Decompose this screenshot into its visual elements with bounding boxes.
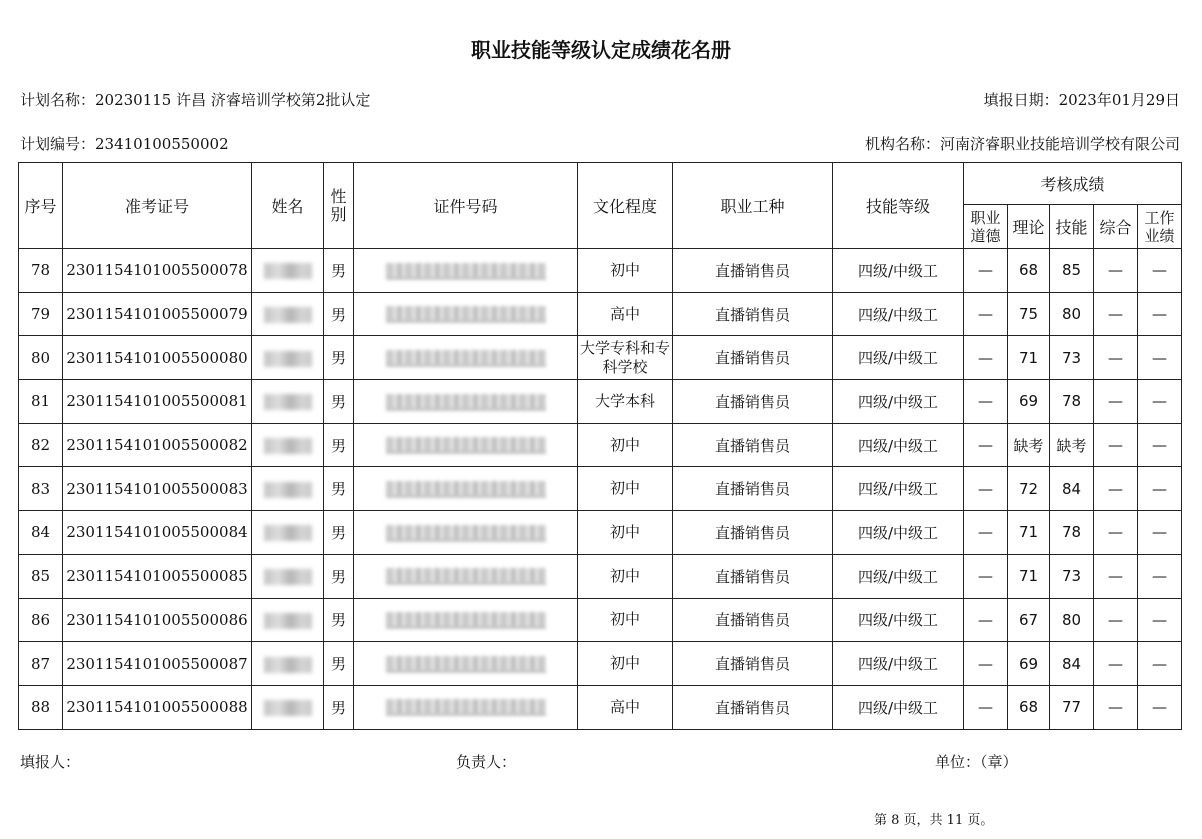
cell-name-redacted <box>252 292 324 336</box>
cell-level: 四级/中级工 <box>833 423 964 467</box>
cell-education: 初中 <box>578 642 673 686</box>
cell-occupation: 直播销售员 <box>673 598 833 642</box>
redacted-name <box>264 438 312 454</box>
cell-ethics: — <box>964 598 1008 642</box>
cell-education: 大学本科 <box>578 380 673 424</box>
cell-name-redacted <box>252 336 324 380</box>
cell-education: 初中 <box>578 423 673 467</box>
cell-education: 初中 <box>578 554 673 598</box>
cell-exam-no: 2301154101005500082 <box>63 423 252 467</box>
table-row <box>19 554 1182 598</box>
cell-skill: 80 <box>1050 292 1094 336</box>
document-title: 职业技能等级认定成绩花名册 <box>471 38 731 62</box>
cell-gender: 男 <box>324 336 354 380</box>
redacted-id-number <box>386 699 546 716</box>
redacted-id-number <box>386 481 546 498</box>
cell-id-redacted <box>354 249 578 293</box>
cell-theory: 71 <box>1008 554 1050 598</box>
cell-theory: 72 <box>1008 467 1050 511</box>
cell-performance: — <box>1138 467 1182 511</box>
cell-gender: 男 <box>324 380 354 424</box>
cell-level: 四级/中级工 <box>833 292 964 336</box>
cell-ethics: — <box>964 423 1008 467</box>
cell-education: 高中 <box>578 292 673 336</box>
cell-skill: 80 <box>1050 598 1094 642</box>
header-performance: 工作业绩 <box>1138 205 1182 249</box>
cell-name-redacted <box>252 642 324 686</box>
redacted-id-number <box>386 525 546 542</box>
cell-overall: — <box>1094 598 1138 642</box>
cell-occupation: 直播销售员 <box>673 249 833 293</box>
redacted-name <box>264 482 312 498</box>
cell-exam-no: 2301154101005500084 <box>63 511 252 555</box>
cell-ethics: — <box>964 685 1008 729</box>
cell-ethics: — <box>964 467 1008 511</box>
redacted-id-number <box>386 437 546 454</box>
cell-skill: 73 <box>1050 554 1094 598</box>
redacted-id-number <box>386 612 546 629</box>
cell-theory: 75 <box>1008 292 1050 336</box>
cell-id-redacted <box>354 685 578 729</box>
cell-theory: 68 <box>1008 685 1050 729</box>
plan-name: 计划名称：20230115 许昌 济睿培训学校第2批认定 <box>20 91 371 109</box>
header-name: 姓名 <box>252 163 324 249</box>
redacted-id-number <box>386 656 546 673</box>
table-row <box>19 467 1182 511</box>
cell-name-redacted <box>252 380 324 424</box>
header-id-no: 证件号码 <box>354 163 578 249</box>
redacted-name <box>264 700 312 716</box>
cell-seq: 79 <box>19 292 63 336</box>
cell-exam-no: 2301154101005500080 <box>63 336 252 380</box>
cell-ethics: — <box>964 642 1008 686</box>
cell-education: 高中 <box>578 685 673 729</box>
cell-exam-no: 2301154101005500085 <box>63 554 252 598</box>
footer-filler: 填报人： <box>20 753 81 771</box>
cell-performance: — <box>1138 423 1182 467</box>
cell-seq: 81 <box>19 380 63 424</box>
cell-exam-no: 2301154101005500079 <box>63 292 252 336</box>
cell-level: 四级/中级工 <box>833 685 964 729</box>
footer-responsible: 负责人： <box>456 753 517 771</box>
cell-overall: — <box>1094 380 1138 424</box>
cell-ethics: — <box>964 292 1008 336</box>
cell-gender: 男 <box>324 642 354 686</box>
cell-overall: — <box>1094 423 1138 467</box>
cell-overall: — <box>1094 292 1138 336</box>
cell-occupation: 直播销售员 <box>673 467 833 511</box>
cell-seq: 87 <box>19 642 63 686</box>
cell-overall: — <box>1094 336 1138 380</box>
cell-seq: 83 <box>19 467 63 511</box>
cell-id-redacted <box>354 336 578 380</box>
cell-skill: 85 <box>1050 249 1094 293</box>
cell-occupation: 直播销售员 <box>673 380 833 424</box>
cell-occupation: 直播销售员 <box>673 292 833 336</box>
cell-ethics: — <box>964 554 1008 598</box>
cell-performance: — <box>1138 685 1182 729</box>
cell-education: 初中 <box>578 511 673 555</box>
cell-theory: 71 <box>1008 336 1050 380</box>
organization-name: 机构名称：河南济睿职业技能培训学校有限公司 <box>864 135 1180 153</box>
cell-name-redacted <box>252 554 324 598</box>
cell-seq: 88 <box>19 685 63 729</box>
cell-gender: 男 <box>324 685 354 729</box>
cell-name-redacted <box>252 685 324 729</box>
cell-performance: — <box>1138 642 1182 686</box>
cell-level: 四级/中级工 <box>833 249 964 293</box>
cell-name-redacted <box>252 249 324 293</box>
header-skill: 技能 <box>1050 205 1094 249</box>
header-overall: 综合 <box>1094 205 1138 249</box>
cell-performance: — <box>1138 380 1182 424</box>
cell-level: 四级/中级工 <box>833 554 964 598</box>
cell-gender: 男 <box>324 292 354 336</box>
cell-level: 四级/中级工 <box>833 380 964 424</box>
table-row <box>19 642 1182 686</box>
cell-level: 四级/中级工 <box>833 511 964 555</box>
cell-skill: 缺考 <box>1050 423 1094 467</box>
cell-gender: 男 <box>324 249 354 293</box>
table-row <box>19 380 1182 424</box>
cell-education: 初中 <box>578 598 673 642</box>
cell-exam-no: 2301154101005500086 <box>63 598 252 642</box>
redacted-name <box>264 351 312 367</box>
redacted-name <box>264 263 312 279</box>
header-seq: 序号 <box>19 163 63 249</box>
redacted-name <box>264 613 312 629</box>
cell-id-redacted <box>354 467 578 511</box>
cell-seq: 78 <box>19 249 63 293</box>
footer-unit-seal: 单位：（章） <box>935 753 1018 771</box>
cell-overall: — <box>1094 642 1138 686</box>
cell-skill: 73 <box>1050 336 1094 380</box>
cell-occupation: 直播销售员 <box>673 336 833 380</box>
redacted-id-number <box>386 263 546 280</box>
redacted-id-number <box>386 394 546 411</box>
cell-skill: 84 <box>1050 642 1094 686</box>
cell-theory: 69 <box>1008 380 1050 424</box>
cell-theory: 67 <box>1008 598 1050 642</box>
cell-theory: 71 <box>1008 511 1050 555</box>
cell-name-redacted <box>252 467 324 511</box>
cell-theory: 69 <box>1008 642 1050 686</box>
cell-seq: 82 <box>19 423 63 467</box>
plan-code: 计划编号：23410100550002 <box>20 135 229 153</box>
cell-gender: 男 <box>324 423 354 467</box>
cell-occupation: 直播销售员 <box>673 511 833 555</box>
cell-education: 初中 <box>578 249 673 293</box>
cell-exam-no: 2301154101005500083 <box>63 467 252 511</box>
cell-id-redacted <box>354 511 578 555</box>
table-row <box>19 423 1182 467</box>
header-level: 技能等级 <box>833 163 964 249</box>
redacted-name <box>264 394 312 410</box>
redacted-id-number <box>386 306 546 323</box>
cell-gender: 男 <box>324 554 354 598</box>
header-education: 文化程度 <box>578 163 673 249</box>
redacted-id-number <box>386 350 546 367</box>
cell-exam-no: 2301154101005500088 <box>63 685 252 729</box>
page-indicator: 第 8 页，共 11 页。 <box>874 813 994 828</box>
cell-performance: — <box>1138 598 1182 642</box>
cell-overall: — <box>1094 467 1138 511</box>
cell-id-redacted <box>354 423 578 467</box>
cell-ethics: — <box>964 380 1008 424</box>
cell-skill: 77 <box>1050 685 1094 729</box>
table-row <box>19 249 1182 293</box>
cell-level: 四级/中级工 <box>833 336 964 380</box>
cell-occupation: 直播销售员 <box>673 685 833 729</box>
cell-seq: 84 <box>19 511 63 555</box>
cell-seq: 86 <box>19 598 63 642</box>
cell-id-redacted <box>354 292 578 336</box>
cell-exam-no: 2301154101005500087 <box>63 642 252 686</box>
cell-id-redacted <box>354 554 578 598</box>
header-scores: 考核成绩 <box>964 163 1182 205</box>
redacted-id-number <box>386 568 546 585</box>
redacted-name <box>264 307 312 323</box>
redacted-name <box>264 525 312 541</box>
cell-name-redacted <box>252 598 324 642</box>
cell-skill: 78 <box>1050 511 1094 555</box>
cell-education: 大学专科和专科学校 <box>578 336 673 380</box>
header-theory: 理论 <box>1008 205 1050 249</box>
cell-gender: 男 <box>324 598 354 642</box>
cell-theory: 68 <box>1008 249 1050 293</box>
cell-occupation: 直播销售员 <box>673 554 833 598</box>
cell-seq: 85 <box>19 554 63 598</box>
cell-ethics: — <box>964 249 1008 293</box>
cell-performance: — <box>1138 511 1182 555</box>
table-row <box>19 685 1182 729</box>
cell-level: 四级/中级工 <box>833 642 964 686</box>
cell-performance: — <box>1138 292 1182 336</box>
header-exam-no: 准考证号 <box>63 163 252 249</box>
cell-name-redacted <box>252 511 324 555</box>
cell-overall: — <box>1094 685 1138 729</box>
cell-overall: — <box>1094 511 1138 555</box>
cell-overall: — <box>1094 249 1138 293</box>
cell-overall: — <box>1094 554 1138 598</box>
redacted-name <box>264 569 312 585</box>
cell-id-redacted <box>354 380 578 424</box>
cell-theory: 缺考 <box>1008 423 1050 467</box>
cell-education: 初中 <box>578 467 673 511</box>
cell-performance: — <box>1138 554 1182 598</box>
table-row <box>19 336 1182 380</box>
table-row <box>19 511 1182 555</box>
cell-occupation: 直播销售员 <box>673 642 833 686</box>
header-ethics: 职业道德 <box>964 205 1008 249</box>
cell-gender: 男 <box>324 467 354 511</box>
cell-gender: 男 <box>324 511 354 555</box>
cell-skill: 78 <box>1050 380 1094 424</box>
score-roster-table <box>18 162 1182 730</box>
cell-ethics: — <box>964 336 1008 380</box>
cell-id-redacted <box>354 598 578 642</box>
cell-level: 四级/中级工 <box>833 467 964 511</box>
fill-date: 填报日期：2023年01月29日 <box>983 91 1180 109</box>
cell-occupation: 直播销售员 <box>673 423 833 467</box>
cell-performance: — <box>1138 249 1182 293</box>
cell-ethics: — <box>964 511 1008 555</box>
cell-level: 四级/中级工 <box>833 598 964 642</box>
cell-id-redacted <box>354 642 578 686</box>
table-row <box>19 598 1182 642</box>
header-occupation: 职业工种 <box>673 163 833 249</box>
cell-exam-no: 2301154101005500078 <box>63 249 252 293</box>
table-row <box>19 292 1182 336</box>
header-gender: 性别 <box>324 163 354 249</box>
cell-performance: — <box>1138 336 1182 380</box>
table-body <box>19 249 1182 730</box>
cell-seq: 80 <box>19 336 63 380</box>
cell-exam-no: 2301154101005500081 <box>63 380 252 424</box>
cell-name-redacted <box>252 423 324 467</box>
cell-skill: 84 <box>1050 467 1094 511</box>
redacted-name <box>264 657 312 673</box>
